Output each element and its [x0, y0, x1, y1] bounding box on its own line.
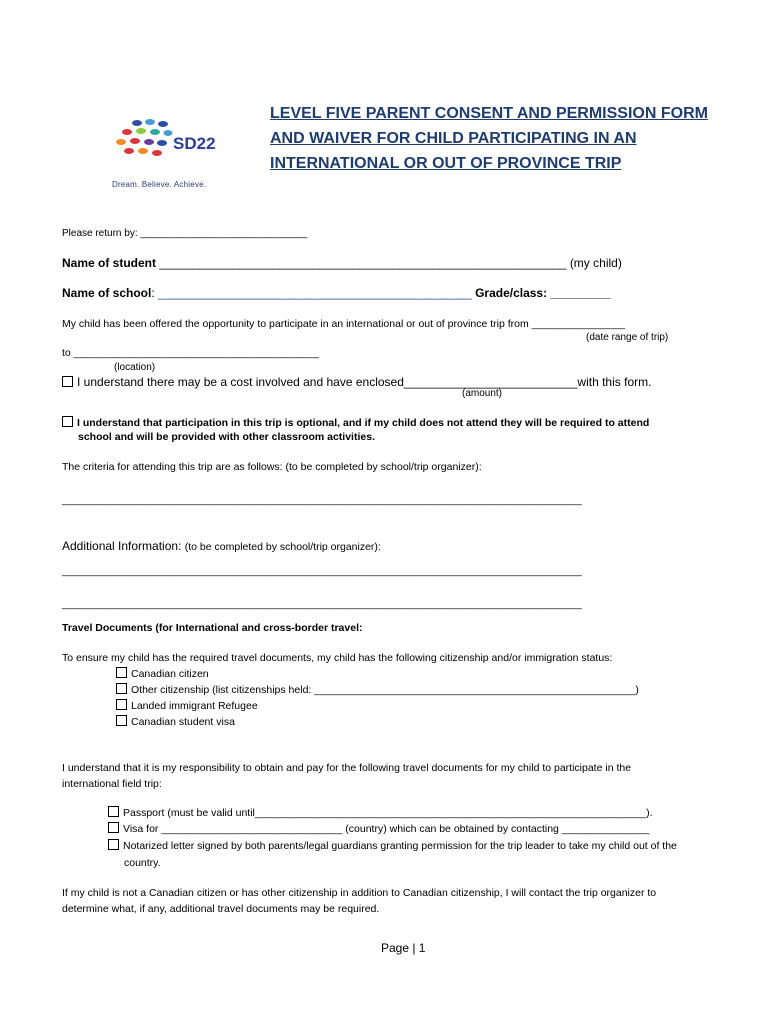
location-hint: (location) — [114, 362, 156, 373]
checkbox[interactable] — [116, 715, 127, 726]
additional-hint: (to be completed by school/trip organizer): — [184, 541, 381, 553]
travel-docs-intro: To ensure my child has the required travel documents, my child has the following citizenship and/or immigration status: — [62, 652, 613, 664]
additional-label: Additional Information: — [62, 539, 182, 553]
cost-text: I understand there may be a cost involved and have enclosed — [77, 375, 404, 389]
optional-checkbox[interactable] — [62, 416, 73, 427]
travel-docs-heading: Travel Documents (for International and cross-border travel: — [62, 622, 363, 634]
grade-class-field[interactable]: Grade/class: _________ — [475, 286, 611, 300]
logo-name: SD22 — [173, 134, 216, 153]
criteria-text: The criteria for attending this trip are as follows: (to be completed by school/trip organizer): — [62, 461, 482, 473]
optional-row[interactable] — [62, 416, 649, 429]
citizenship-option-canadian[interactable] — [116, 667, 209, 680]
form-title: LEVEL FIVE PARENT CONSENT AND PERMISSION FORM AND WAIVER FOR CHILD PARTICIPATING IN AN INTERNATIONAL OR OUT OF PROVINCE TRIP — [270, 105, 708, 172]
date-range-hint: (date range of trip) — [586, 332, 669, 343]
doc-notarized-letter[interactable] — [108, 839, 677, 852]
additional-row — [62, 539, 381, 553]
school-colon: : — [151, 286, 155, 300]
return-by: Please return by: ______________________________ — [62, 228, 308, 239]
school-name-field[interactable]: _______________________________________________ — [158, 286, 472, 300]
student-name-row[interactable] — [62, 256, 622, 270]
doc-visa[interactable] — [108, 822, 649, 835]
checkbox[interactable] — [116, 667, 127, 678]
location-field[interactable]: to __________________________________________ — [62, 347, 319, 359]
additional-field-1[interactable]: _________________________________________________________________________________________ — [62, 565, 582, 577]
additional-field-2[interactable]: _________________________________________________________________________________________ — [62, 598, 582, 610]
student-name-label: Name of student — [62, 256, 157, 270]
passport-label: Passport (must be valid until___________________________________________________________________). — [123, 807, 653, 819]
checkbox[interactable] — [116, 699, 127, 710]
citizenship-option-other[interactable] — [116, 683, 639, 696]
responsibility-line1: I understand that it is my responsibility to obtain and pay for the following travel documents for my child to participate in the — [62, 762, 632, 774]
page-number: Page | 1 — [381, 941, 426, 955]
offer-text: My child has been offered the opportunity to participate in an international or out of province trip from ________________ — [62, 318, 626, 330]
cost-suffix: with this form. — [577, 375, 652, 389]
option-label: Other citizenship (list citizenships held: — [131, 684, 312, 696]
checkbox[interactable] — [108, 839, 119, 850]
other-citizenship-field[interactable]: _______________________________________________________) — [314, 684, 639, 696]
checkbox[interactable] — [108, 822, 119, 833]
cost-checkbox[interactable] — [62, 376, 73, 387]
citizenship-option-visa[interactable] — [116, 715, 235, 728]
option-label: Canadian student visa — [131, 716, 235, 728]
citizenship-option-landed[interactable] — [116, 699, 258, 712]
closing-line1: If my child is not a Canadian citizen or has other citizenship in addition to Canadian citizenship, I will contact the trip organizer to — [62, 887, 657, 899]
closing-line2: determine what, if any, additional travel documents may be required. — [62, 903, 380, 915]
logo-tagline: Dream. Believe. Achieve. — [112, 180, 207, 189]
optional-line1: I understand that participation in this trip is optional, and if my child does not attend they will be required to attend — [77, 417, 650, 429]
criteria-field[interactable]: _________________________________________________________________________________________ — [62, 494, 582, 506]
amount-field[interactable]: __________________________ — [403, 375, 578, 389]
amount-hint: (amount) — [462, 388, 503, 399]
school-name-row[interactable] — [62, 286, 611, 300]
checkbox[interactable] — [108, 806, 119, 817]
option-label: Landed immigrant Refugee — [131, 700, 258, 712]
responsibility-line2: international field trip: — [62, 778, 162, 790]
optional-line2: school and will be provided with other classroom activities. — [78, 431, 375, 443]
cost-row[interactable] — [62, 375, 651, 389]
visa-label: Visa for _______________________________ (country) which can be obtained by contacting _______________ — [123, 823, 650, 835]
doc-letter-line2: country. — [124, 857, 161, 869]
checkbox[interactable] — [116, 683, 127, 694]
doc-passport[interactable] — [108, 806, 653, 819]
letter-label: Notarized letter signed by both parents/legal guardians granting permission for the trip leader to take my child out of the — [123, 840, 677, 852]
student-name-suffix: (my child) — [569, 256, 622, 270]
student-name-field[interactable]: _____________________________________________________________ — [159, 256, 567, 270]
school-name-label: Name of school — [62, 286, 152, 300]
option-label: Canadian citizen — [131, 668, 209, 680]
sd22-logo-dots — [115, 118, 173, 164]
